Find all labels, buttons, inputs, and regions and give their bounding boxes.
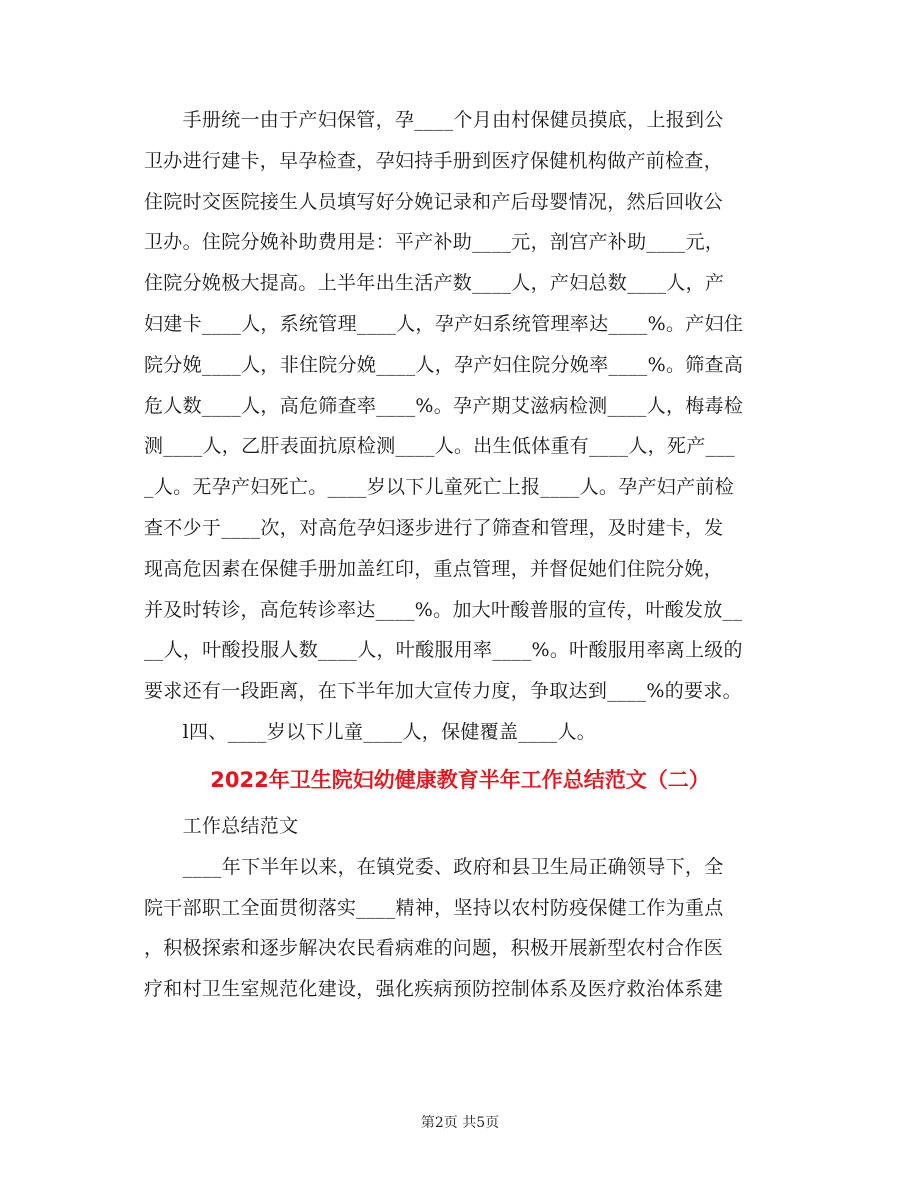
paragraph-line: 手册统一由于产妇保管，孕____个月由村保健员摸底，上报到公 <box>144 109 724 131</box>
section-1-body <box>144 100 784 753</box>
paragraph-line: 现高危因素在保健手册加盖红印，重点管理，并督促她们住院分娩， <box>144 557 724 580</box>
paragraph-line: 并及时转诊，高危转诊率达____%。加大叶酸普服的宣传，叶酸发放__ <box>144 598 743 621</box>
paragraph-line: 院分娩____人，非住院分娩____人，孕产妇住院分娩率____%。筛查高 <box>144 353 744 376</box>
paragraph-line: __人，叶酸投服人数____人，叶酸服用率____%。叶酸服用率离上级的 <box>144 639 743 662</box>
paragraph-line: 测____人，乙肝表面抗原检测____人。出生低体重有____人，死产___ <box>144 435 735 458</box>
paragraph-line: 要求还有一段距离，在下半年加大宣传力度，争取达到____%的要求。 <box>144 680 742 703</box>
subheading-line: 工作总结范文 <box>144 815 299 837</box>
section-heading: 2022年卫生院妇幼健康教育半年工作总结范文（二） <box>210 768 710 792</box>
paragraph-line: 妇建卡____人，系统管理____人，孕产妇系统管理率达____%。产妇住 <box>144 312 744 335</box>
paragraph-line: 查不少于____次，对高危孕妇逐步进行了筛查和管理，及时建卡，发 <box>144 516 724 539</box>
paragraph-line: 卫办。住院分娩补助费用是：平产补助____元，剖宫产补助____元， <box>144 231 725 254</box>
paragraph-line: 住院时交医院接生人员填写好分娩记录和产后母婴情况，然后回收公 <box>144 190 724 213</box>
page-footer: 第2页 共5页 <box>420 1115 500 1131</box>
paragraph-line: _人。无孕产妇死亡。____岁以下儿童死亡上报____人。孕产妇产前检 <box>144 476 735 499</box>
paragraph-line: 卫办进行建卡，早孕检查，孕妇持手册到医疗保健机构做产前检查， <box>144 149 724 172</box>
section-2-body <box>144 806 784 1010</box>
paragraph-line: 危人数____人，高危筛查率____%。孕产期艾滋病检测____人，梅毒检 <box>144 394 744 417</box>
paragraph-line: l四、____岁以下儿童____人，保健覆盖____人。 <box>144 720 597 743</box>
paragraph-line: 住院分娩极大提高。上半年出生活产数____人，产妇总数____人，产 <box>144 272 725 295</box>
paragraph-line: 院干部职工全面贯彻落实____精神，坚持以农村防疫保健工作为重点 <box>144 896 724 919</box>
paragraph-line: 疗和村卫生室规范化建设，强化疾病预防控制体系及医疗救治体系建 <box>144 978 724 1001</box>
paragraph-line: ____年下半年以来，在镇党委、政府和县卫生局正确领导下，全 <box>144 855 724 878</box>
paragraph-line: ，积极探索和逐步解决农民看病难的问题，积极开展新型农村合作医 <box>144 937 724 960</box>
